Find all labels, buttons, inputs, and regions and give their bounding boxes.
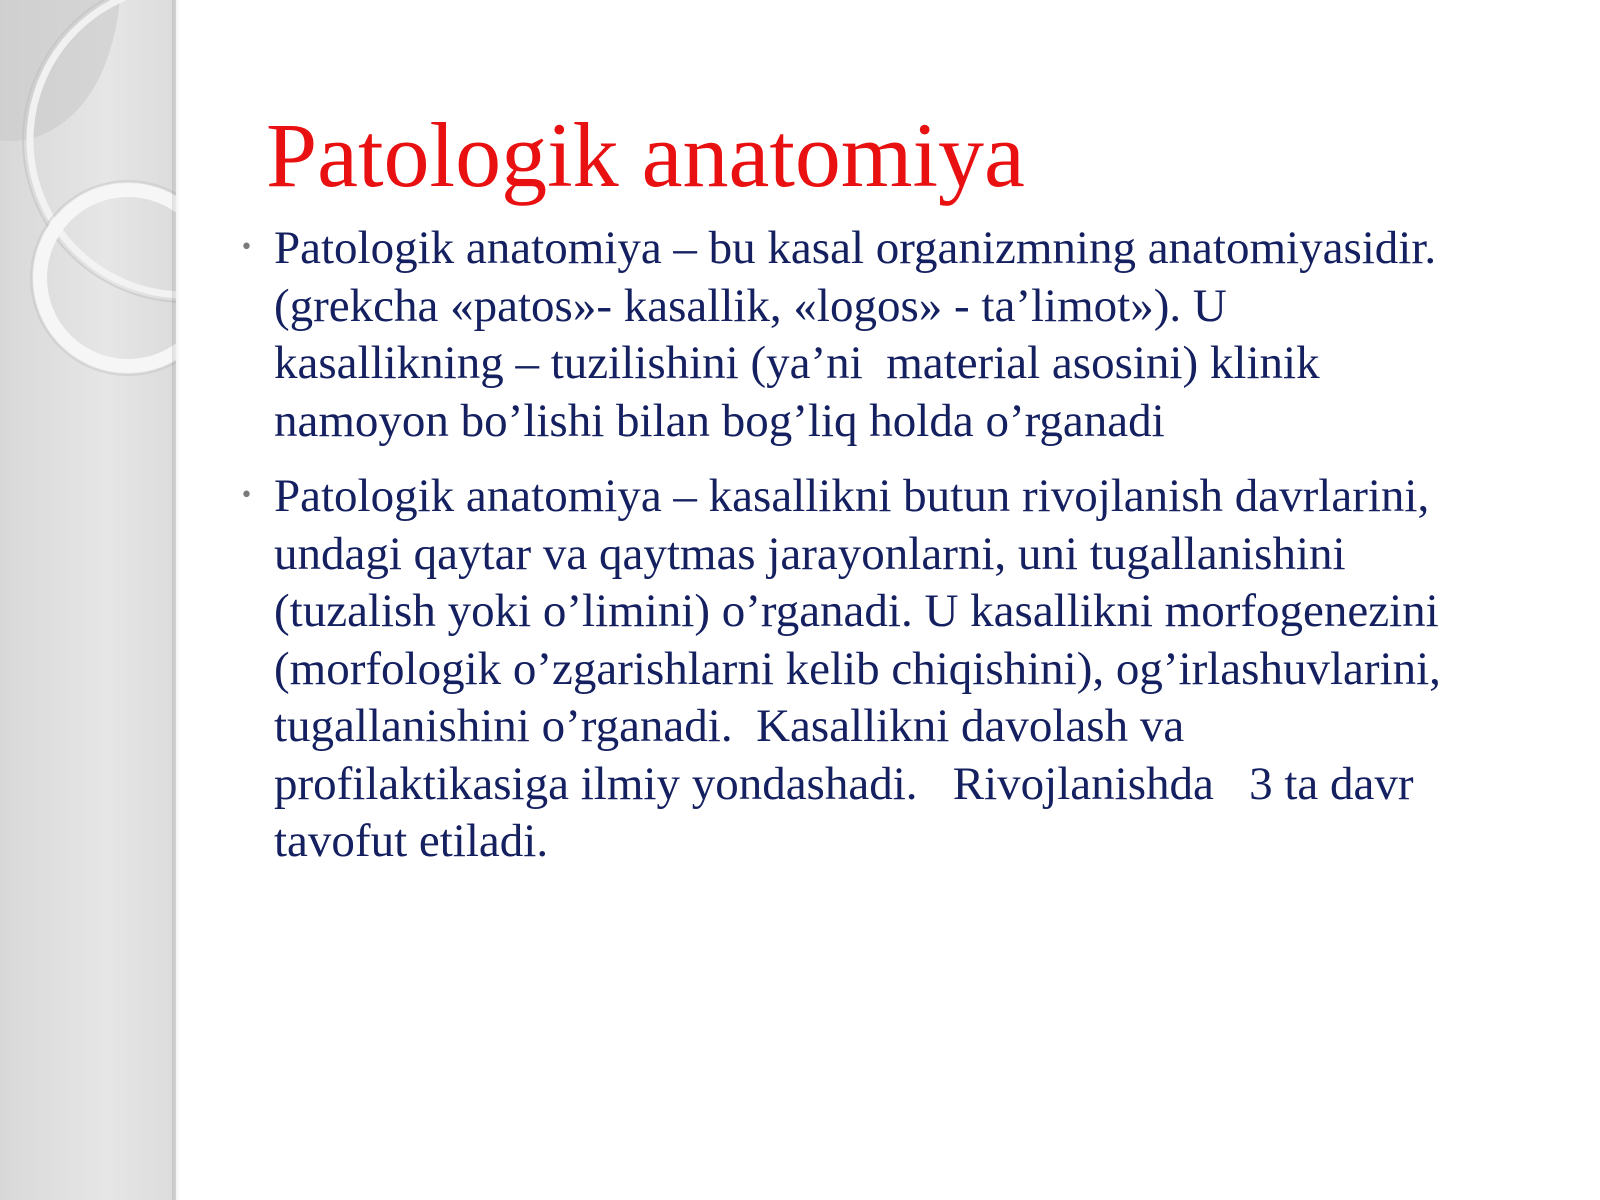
bullet-icon: • <box>240 235 253 260</box>
bullet-item-1 <box>240 220 1460 450</box>
bullet-text-2: Patologik anatomiya – kasallikni butun rivojlanish davrlarini, undagi qaytar va qaytmas jarayonlarni, uni tugallanishini (tuzalish yoki o’limini) o’rganadi. U kasallikni morfogenezini (morfologik o’zgarishlarni kelib chiqishini), og’irlashuvlarini, tugallanishini o’rganadi. Kasallikni davolash va profilaktikasiga ilmiy yondashadi. Rivojlanishda 3 ta davr tavofut etiladi. <box>274 470 1465 867</box>
bullet-item-2 <box>240 468 1465 871</box>
slide-title: Patologik anatomiya <box>266 104 1025 206</box>
bullet-text-1: Patologik anatomiya – bu kasal organizmning anatomiyasidir. (grekcha «patos»- kasallik, «logos» - ta’limot»). U kasallikning – tuzilishini (ya’ni material asosini) klinik namoyon bo’lishi bilan bog’liq holda o’rganadi <box>274 222 1460 447</box>
bullet-list <box>240 220 1465 889</box>
bullet-icon: • <box>240 483 253 508</box>
